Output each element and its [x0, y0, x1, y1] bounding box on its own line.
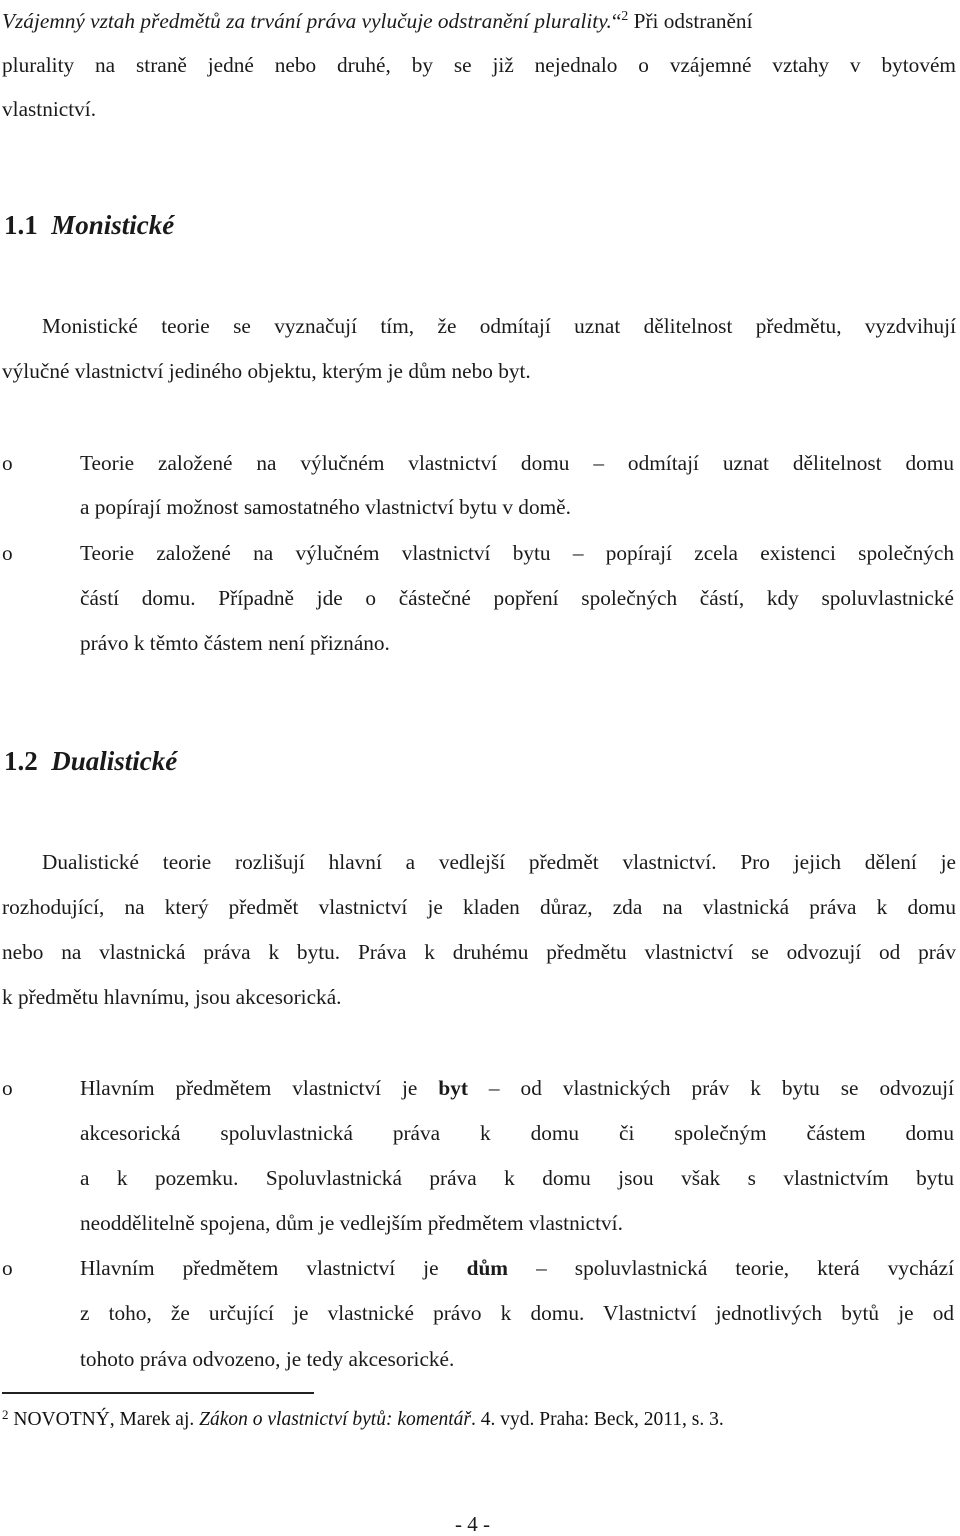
list-item-line: a popírají možnost samostatného vlastnictví bytu v domě.: [80, 495, 571, 519]
list-item-line: Teorie založené na výlučném vlastnictví bytu – popírají zcela existenci společných: [80, 541, 954, 565]
footnote-author: NOVOTNÝ, Marek aj.: [13, 1409, 200, 1430]
paragraph-line: Dualistické teorie rozlišují hlavní a vedlejší předmět vlastnictví. Pro jejich dělení je: [42, 850, 956, 874]
footnote: [2, 1407, 724, 1430]
list-item-line: neoddělitelně spojena, dům je vedlejším předmětem vlastnictví.: [80, 1211, 623, 1235]
footnote-title: Zákon o vlastnictví bytů: komentář: [199, 1409, 471, 1430]
paragraph-line: k předmětu hlavnímu, jsou akcesorická.: [2, 985, 342, 1009]
emphasis-dum: dům: [466, 1256, 509, 1280]
list-item-line: z toho, že určující je vlastnické právo k domu. Vlastnictví jednotlivých bytů je od: [80, 1301, 954, 1325]
footnote-number: 2: [2, 1407, 9, 1422]
section-title: Monistické: [51, 210, 175, 240]
section-title: Dualistické: [51, 746, 178, 776]
bullet-marker: o: [2, 1076, 13, 1100]
list-item-line: právo k těmto částem není přiznáno.: [80, 631, 390, 655]
section-number: 1.1: [4, 210, 38, 240]
paragraph-line: rozhodující, na který předmět vlastnictví je kladen důraz, zda na vlastnická práva k domu: [2, 895, 956, 919]
top-paragraph-line-1-rest: Při odstranění: [628, 9, 753, 34]
footnote-separator: [2, 1392, 314, 1394]
list-item-line: částí domu. Případně jde o částečné popření společných částí, kdy spoluvlastnické: [80, 586, 954, 610]
footnote-rest: . 4. vyd. Praha: Beck, 2011, s. 3.: [470, 1409, 724, 1430]
list-item-line: a k pozemku. Spoluvlastnická práva k domu jsou však s vlastnictvím bytu: [80, 1166, 954, 1190]
bullet-marker: o: [2, 451, 13, 475]
paragraph-line: nebo na vlastnická práva k bytu. Práva k druhému předmětu vlastnictví se odvozují od práv: [2, 940, 956, 964]
bullet-marker: o: [2, 1256, 13, 1280]
footnote-ref-2[interactable]: 2: [621, 9, 629, 24]
list-item-line: Hlavním předmětem vlastnictví je byt – od vlastnických práv k bytu se odvozují: [80, 1076, 954, 1100]
paragraph-line: Monistické teorie se vyznačují tím, že odmítají uznat dělitelnost předmětu, vyzdvihují: [42, 314, 956, 338]
top-paragraph-line-2: plurality na straně jedné nebo druhé, by se již nejednalo o vzájemné vztahy v bytovém: [2, 53, 956, 77]
section-number: 1.2: [4, 746, 38, 776]
list-item-line: tohoto práva odvozeno, je tedy akcesorické.: [80, 1347, 455, 1371]
bullet-marker: o: [2, 541, 13, 565]
list-item-line: Hlavním předmětem vlastnictví je dům – spoluvlastnická teorie, která vychází: [80, 1256, 954, 1280]
section-heading-1-2: [4, 748, 177, 775]
list-item-line: akcesorická spoluvlastnická práva k domu či společným částem domu: [80, 1121, 954, 1145]
section-heading-1-1: [4, 212, 174, 239]
list-item-line: Teorie založené na výlučném vlastnictví domu – odmítají uznat dělitelnost domu: [80, 451, 954, 475]
quote-text: Vzájemný vztah předmětů za trvání práva vylučuje odstranění plurality.: [2, 9, 612, 34]
top-paragraph-line-3: vlastnictví.: [2, 97, 97, 121]
page-number: - 4 -: [455, 1512, 490, 1536]
emphasis-byt: byt: [438, 1076, 468, 1100]
closing-quote-mark: “: [611, 9, 622, 34]
top-paragraph-line-1: [2, 10, 753, 32]
paragraph-line: výlučné vlastnictví jediného objektu, kterým je dům nebo byt.: [2, 359, 531, 383]
